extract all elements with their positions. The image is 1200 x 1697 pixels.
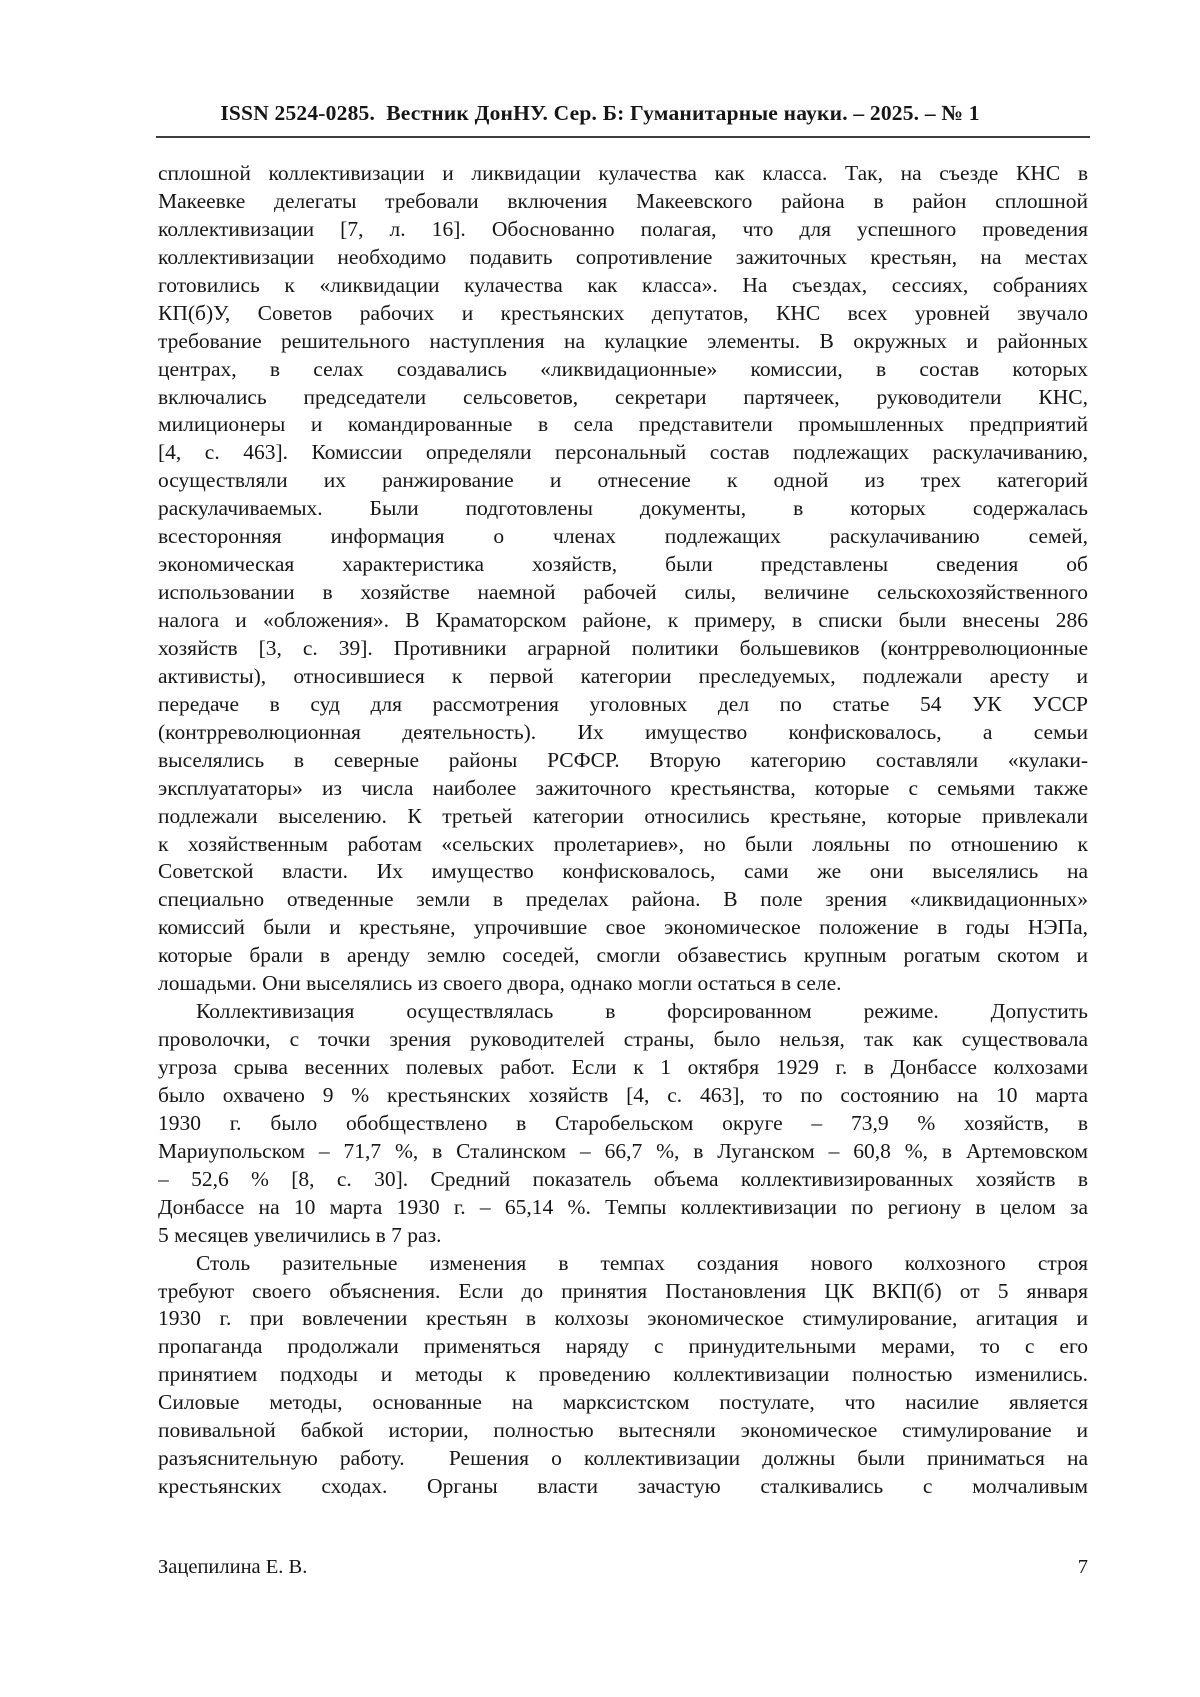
text-line: Силовые методы, основанные на марксистском постулате, что насилие является [158, 1390, 1088, 1415]
footer-author: Зацепилина Е. В. [158, 1556, 308, 1578]
text-line: коллективизации необходимо подавить сопротивление зажиточных крестьян, на местах [158, 244, 1088, 269]
text-line: лошадьми. Они выселялись из своего двора, однако могли остаться в селе. [158, 971, 842, 996]
header-rule [156, 136, 1090, 138]
text-line: использовании в хозяйстве наемной рабочей силы, величине сельскохозяйственного [158, 580, 1088, 605]
text-line: экономическая характеристика хозяйств, были представлены сведения об [158, 552, 1088, 577]
text-line: коллективизации [7, л. 16]. Обоснованно полагая, что для успешного проведения [158, 216, 1088, 241]
text-line: раскулачиваемых. Были подготовлены документы, в которых содержалась [158, 496, 1088, 521]
page-footer [158, 1554, 1088, 1580]
text-line: выселялись в северные районы РСФСР. Вторую категорию составляли «кулаки- [158, 747, 1088, 772]
text-line: угроза срыва весенних полевых работ. Если к 1 октября 1929 г. в Донбассе колхозами [158, 1055, 1088, 1079]
text-line: сплошной коллективизации и ликвидации кулачества как класса. Так, на съезде КНС в [158, 161, 1088, 185]
text-line: хозяйств [3, с. 39]. Противники аграрной политики большевиков (контрреволюционные [158, 635, 1088, 660]
text-line: – 52,6 % [8, с. 30]. Средний показатель объема коллективизированных хозяйств в [158, 1166, 1088, 1191]
text-line: которые брали в аренду землю соседей, смогли обзавестись крупным рогатым скотом и [158, 943, 1088, 968]
text-line: милиционеры и командированные в села представители промышленных предприятий [158, 412, 1088, 437]
text-line: крестьянских сходах. Органы власти зачастую сталкивались с молчаливым [158, 1474, 1088, 1499]
text-line: требуют своего объяснения. Если до принятия Постановления ЦК ВКП(б) от 5 января [158, 1278, 1088, 1303]
text-line: налога и «обложения». В Краматорском районе, к примеру, в списки были внесены 286 [158, 608, 1088, 632]
text-line: Советской власти. Их имущество конфисковалось, сами же они выселялись на [158, 859, 1088, 884]
text-line: было охвачено 9 % крестьянских хозяйств [4, с. 463], то по состоянию на 10 марта [158, 1082, 1088, 1107]
paragraph [158, 160, 1088, 998]
text-line: разъяснительную работу. Решения о коллективизации должны были приниматься на [158, 1446, 1088, 1471]
text-line: включались председатели сельсоветов, секретари партячеек, руководители КНС, [158, 384, 1088, 409]
text-line: [4, с. 463]. Комиссии определяли персональный состав подлежащих раскулачиванию, [158, 440, 1088, 465]
text-line: проволочки, с точки зрения руководителей страны, было нельзя, так как существовала [158, 1027, 1088, 1052]
text-line: комиссий были и крестьяне, упрочившие свое экономическое положение в годы НЭПа, [158, 915, 1088, 940]
text-line: к хозяйственным работам «сельских пролетариев», но были лояльны по отношению к [158, 831, 1088, 856]
text-line: требование решительного наступления на кулацкие элементы. В окружных и районных [158, 328, 1088, 353]
text-line: осуществляли их ранжирование и отнесение к одной из трех категорий [158, 468, 1088, 493]
text-line: Мариупольском – 71,7 %, в Сталинском – 66,7 %, в Луганском – 60,8 %, в Артемовском [158, 1138, 1088, 1163]
text-line: активисты), относившиеся к первой категории преследуемых, подлежали аресту и [158, 663, 1088, 688]
text-line: всесторонняя информация о членах подлежащих раскулачиванию семей, [158, 524, 1088, 549]
text-line: принятием подходы и методы к проведению коллективизации полностью изменились. [158, 1362, 1088, 1387]
paragraph [158, 1250, 1088, 1501]
text-line: КП(б)У, Советов рабочих и крестьянских депутатов, КНС всех уровней звучало [158, 300, 1088, 325]
text-line: 5 месяцев увеличились в 7 раз. [158, 1222, 442, 1247]
text-line: Макеевке делегаты требовали включения Макеевского района в район сплошной [158, 188, 1088, 213]
running-header: ISSN 2524-0285. Вестник ДонНУ. Сер. Б: Гуманитарные науки. – 2025. – № 1 [220, 101, 980, 125]
text-line: Столь разительные изменения в темпах создания нового колхозного строя [196, 1250, 1088, 1275]
text-line: готовились к «ликвидации кулачества как класса». На съездах, сессиях, собраниях [158, 272, 1088, 297]
text-line: подлежали выселению. К третьей категории относились крестьяне, которые привлекали [158, 803, 1088, 828]
text-line: 1930 г. было обобществлено в Старобельском округе – 73,9 % хозяйств, в [158, 1110, 1088, 1135]
text-line: Донбассе на 10 марта 1930 г. – 65,14 %. Темпы коллективизации по региону в целом за [158, 1194, 1088, 1219]
text-line: передаче в суд для рассмотрения уголовных дел по статье 54 УК УССР [158, 691, 1088, 716]
text-line: центрах, в селах создавались «ликвидационные» комиссии, в состав которых [158, 356, 1088, 381]
text-line: специально отведенные земли в пределах района. В поле зрения «ликвидационных» [158, 887, 1088, 912]
text-line: (контрреволюционная деятельность). Их имущество конфисковалось, а семьи [158, 719, 1088, 744]
paragraph [158, 998, 1088, 1249]
text-line: пропаганда продолжали применяться наряду с принудительными мерами, то с его [158, 1334, 1088, 1359]
text-line: 1930 г. при вовлечении крестьян в колхозы экономическое стимулирование, агитация и [158, 1306, 1088, 1331]
body-text [158, 160, 1088, 1501]
text-line: Коллективизация осуществлялась в форсированном режиме. Допустить [196, 999, 1088, 1024]
text-line: повивальной бабкой истории, полностью вытесняли экономическое стимулирование и [158, 1418, 1088, 1443]
footer-page-number: 7 [1077, 1556, 1088, 1578]
text-line: эксплуататоры» из числа наиболее зажиточного крестьянства, которые с семьями также [158, 775, 1088, 800]
